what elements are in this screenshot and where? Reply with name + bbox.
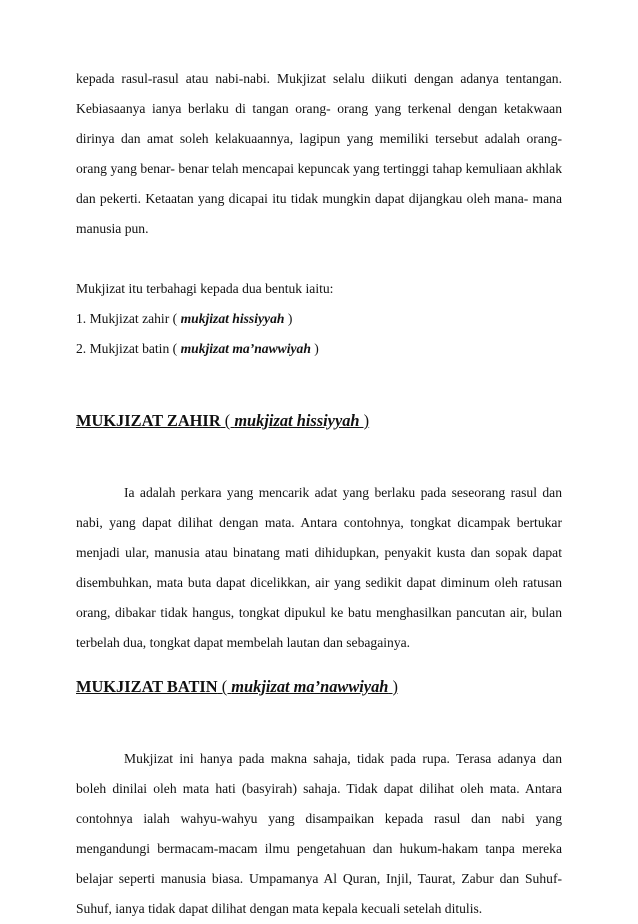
batin-paragraph: Mukjizat ini hanya pada makna sahaja, tidak pada rupa. Terasa adanya dan boleh dinilai oleh mata hati (basyirah) sahaja. Tidak dapat dilihat oleh mata. Antara contohnya ialah wahyu-wahyu yang disampaikan kepada rasul dan nabi yang mengandungi bermacam-macam ilmu pengetahuan dan hukum-hakam tanpa mereka belajar seperti manusia biasa. Umpamanya Al Quran, Injil, Taurat, Zabur dan Suhuf-Suhuf, ianya tidak dapat dilihat dengan mata kepala kecuali setelah ditulis. (76, 751, 562, 916)
section-heading-term: mukjizat hissiyyah (234, 411, 360, 430)
list-item-term: mukjizat ma’nawwiyah (180, 341, 311, 356)
types-heading: Mukjizat itu terbahagi kepada dua bentuk iaitu: (76, 281, 334, 296)
types-list (76, 274, 562, 364)
section-heading-term: mukjizat ma’nawwiyah (231, 677, 389, 696)
list-item: 1. Mukjizat zahir ( mukjizat hissiyyah ) (76, 311, 293, 326)
zahir-paragraph: Ia adalah perkara yang mencarik adat yang berlaku pada seseorang rasul dan nabi, yang dapat dilihat dengan mata. Antara contohnya, tongkat dicampak bertukar menjadi ular, manusia atau binatang mati dihidupkan, penyakit kusta dan sopak dapat disembuhkan, mata buta dapat dicelikkan, air yang sedikit dapat diminum oleh ratusan orang, dibakar tidak hangus, tongkat dipukul ke batu menghasilkan pancutan air, bulan terbelah dua, tongkat dapat membelah lautan dan sebagainya. (76, 485, 562, 650)
document-page (76, 64, 562, 924)
list-item-term: mukjizat hissiyyah (180, 311, 285, 326)
list-item: 2. Mukjizat batin ( mukjizat ma’nawwiyah ) (76, 341, 319, 356)
section-heading-zahir: MUKJIZAT ZAHIR ( mukjizat hissiyyah ) (76, 411, 370, 430)
intro-paragraph: kepada rasul-rasul atau nabi-nabi. Mukjizat selalu diikuti dengan adanya tentangan. Kebiasaanya ianya berlaku di tangan orang- orang yang terkenal dengan ketakwaan dirinya dan amat soleh kelakuaannya, lagipun yang memiliki tersebut adalah orang- orang yang benar- benar telah mencapai kepuncak yang tertinggi tahap kemuliaan akhlak dan pekerti. Ketaatan yang dicapai itu tidak mungkin dapat dijangkau oleh mana- mana manusia pun. (76, 71, 562, 236)
section-heading-batin: MUKJIZAT BATIN ( mukjizat ma’nawwiyah ) (76, 677, 398, 696)
